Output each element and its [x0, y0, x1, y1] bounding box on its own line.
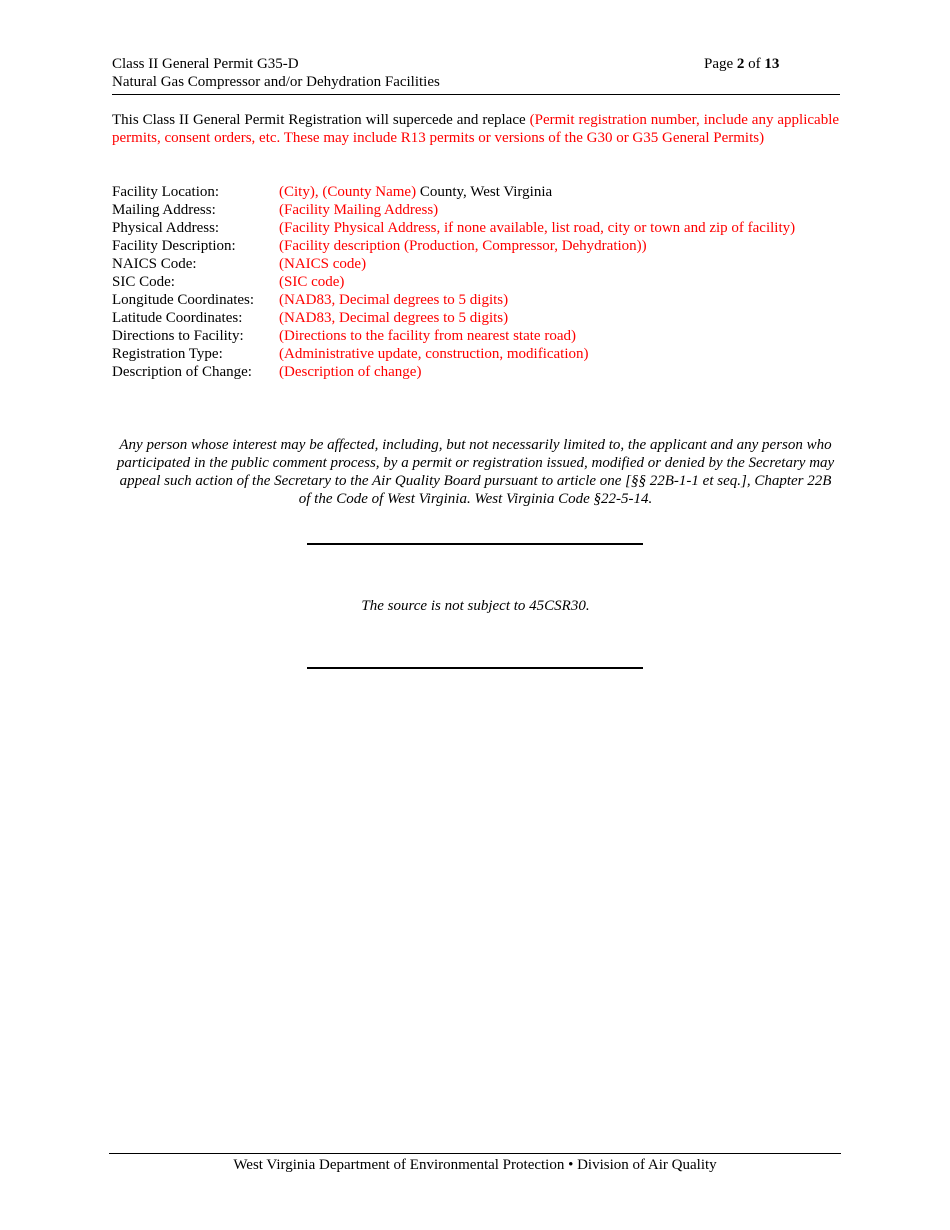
page-footer: West Virginia Department of Environmental Protection • Division of Air Quality — [233, 1157, 717, 1173]
field-label: NAICS Code: — [112, 256, 197, 272]
field-row-registration-type — [112, 345, 842, 363]
page-number — [704, 55, 779, 73]
intro-prefix: This Class II General Permit Registration will supercede and replace — [112, 112, 526, 128]
field-row-physical-address — [112, 219, 842, 237]
field-row-longitude — [112, 291, 842, 309]
field-value — [279, 183, 842, 201]
field-placeholder: (Administrative update, construction, modification) — [279, 346, 589, 362]
page-word: Page — [704, 56, 734, 72]
field-label: Mailing Address: — [112, 202, 216, 218]
field-label: Latitude Coordinates: — [112, 310, 243, 326]
field-label: Directions to Facility: — [112, 328, 244, 344]
field-row-naics-code — [112, 255, 842, 273]
field-row-description-of-change — [112, 363, 842, 381]
field-label: Description of Change: — [112, 364, 252, 380]
field-row-directions — [112, 327, 842, 345]
page-header — [112, 55, 840, 95]
page-of: of — [748, 56, 761, 72]
field-label: Registration Type: — [112, 346, 223, 362]
field-placeholder: (Description of change) — [279, 364, 422, 380]
source-applicability-note: The source is not subject to 45CSR30. — [361, 598, 590, 614]
field-placeholder: (NAD83, Decimal degrees to 5 digits) — [279, 292, 509, 308]
page-total: 13 — [764, 56, 780, 72]
section-divider — [307, 667, 643, 669]
field-label: Facility Description: — [112, 238, 236, 254]
page-current: 2 — [736, 56, 745, 72]
field-row-sic-code — [112, 273, 842, 291]
intro-placeholder: (Permit registration number, include any applicable permits, consent orders, etc. These may include R13 permits or versions of the G30 or G35 General Permits) — [112, 112, 840, 146]
field-row-latitude — [112, 309, 842, 327]
field-placeholder: (SIC code) — [279, 274, 345, 290]
field-row-facility-location — [112, 183, 842, 201]
field-label: Physical Address: — [112, 220, 220, 236]
field-label: Longitude Coordinates: — [112, 292, 255, 308]
field-label: Facility Location: — [112, 184, 220, 200]
field-placeholder: (Directions to the facility from nearest state road) — [279, 328, 576, 344]
appeal-notice: Any person whose interest may be affected, including, but not necessarily limited to, the applicant and any person who participated in the public comment process, by a permit or registration issued, modified or denied by the Secretary may appeal such action of the Secretary to the Air Quality Board pursuant to article one [§§ 22B-1-1 et seq.], Chapter 22B of the Code of West Virginia. West Virginia Code §22-5-14. — [116, 437, 835, 507]
field-placeholder: (Facility description (Production, Compressor, Dehydration)) — [279, 238, 647, 254]
field-fixed-text: County, West Virginia — [416, 184, 553, 200]
header-permit-title: Class II General Permit G35-D — [112, 56, 299, 72]
section-divider — [307, 543, 643, 545]
field-placeholder: (City), (County Name) — [279, 184, 417, 200]
field-placeholder: (Facility Mailing Address) — [279, 202, 439, 218]
field-row-facility-description — [112, 237, 842, 255]
header-facility-type: Natural Gas Compressor and/or Dehydration Facilities — [112, 74, 440, 90]
field-row-mailing-address — [112, 201, 842, 219]
facility-fields — [112, 183, 842, 381]
field-label: SIC Code: — [112, 274, 175, 290]
footer-divider — [109, 1153, 841, 1154]
field-placeholder: (NAICS code) — [279, 256, 367, 272]
field-placeholder: (Facility Physical Address, if none available, list road, city or town and zip of facility) — [279, 220, 796, 236]
field-placeholder: (NAD83, Decimal degrees to 5 digits) — [279, 310, 509, 326]
intro-paragraph — [112, 111, 839, 147]
